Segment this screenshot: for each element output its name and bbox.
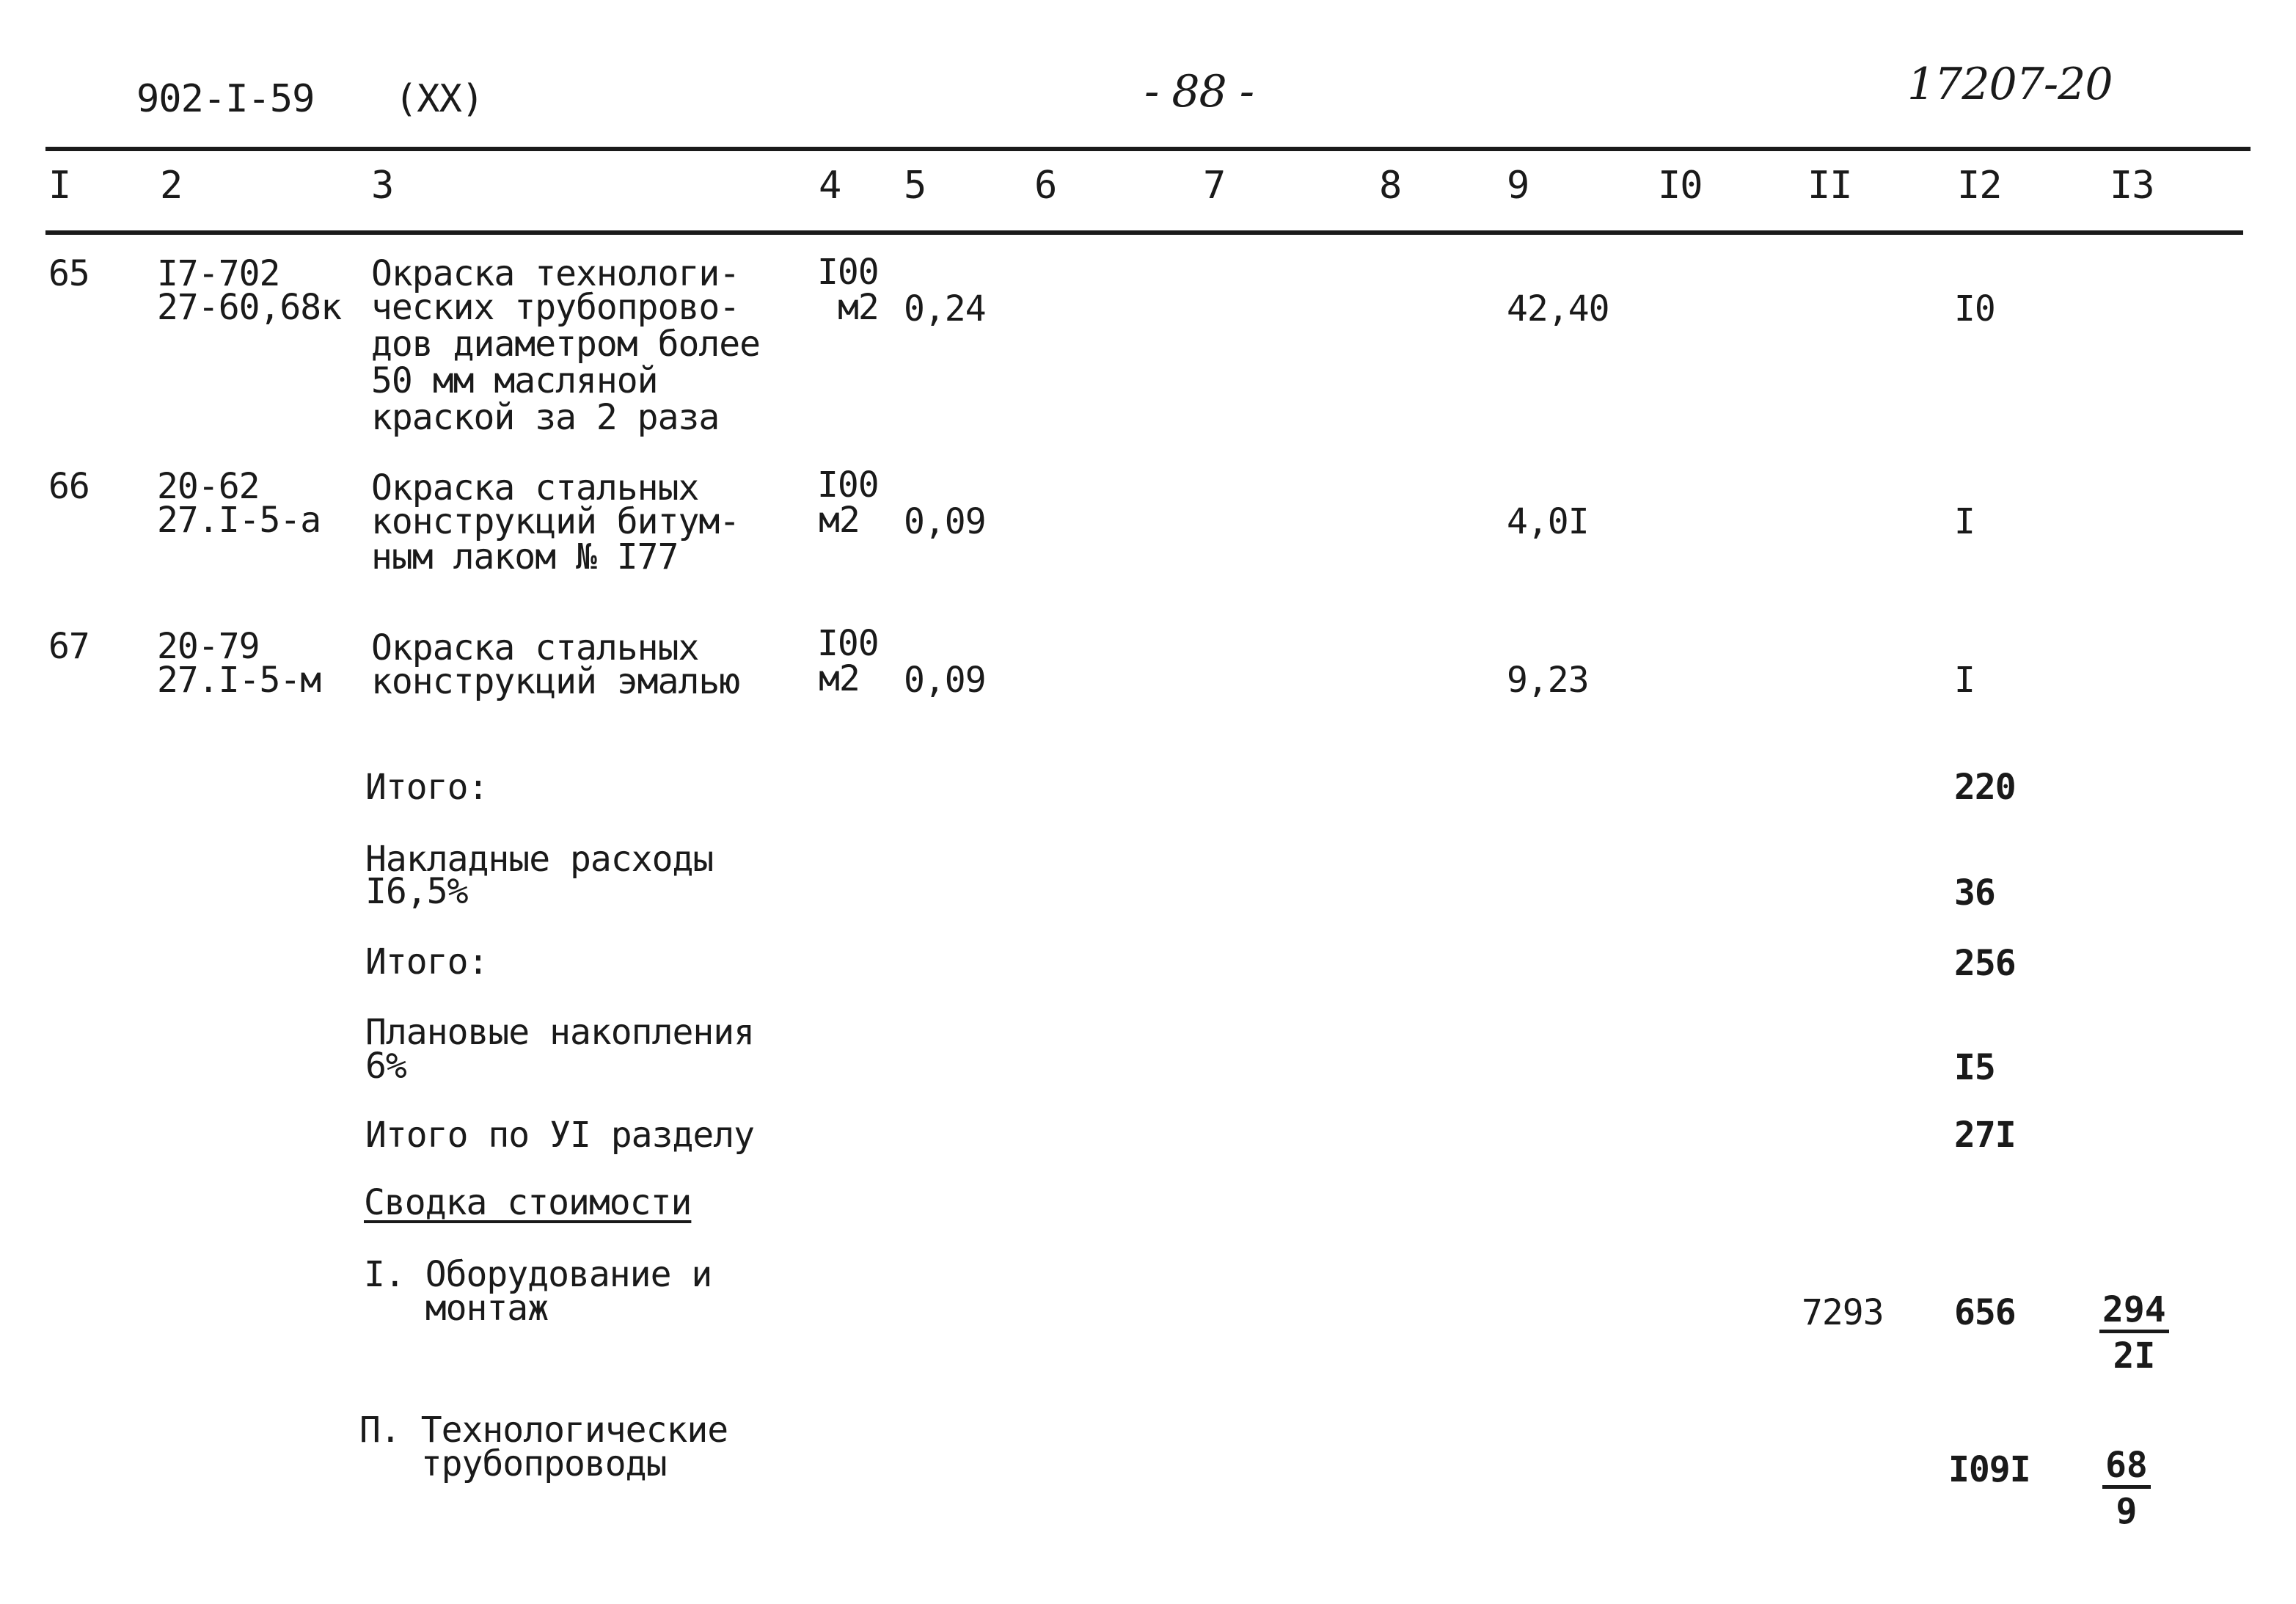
unit-price: 9,23: [1507, 660, 1589, 701]
summary-label: I6,5%: [365, 871, 468, 912]
summary-label: Итого:: [365, 767, 489, 808]
norm-code: 20-79: [157, 626, 260, 667]
summary-value: 27I: [1954, 1115, 2016, 1156]
work-description: дов диаметром более: [371, 324, 761, 365]
unit-of-measure: I00: [817, 464, 879, 506]
total-cost: I0: [1954, 288, 1995, 329]
summary-label: Плановые накопления: [365, 1012, 755, 1053]
quantity: 0,09: [904, 660, 986, 701]
work-description: ным лаком № I77: [371, 536, 679, 577]
cost-item-col12: I09I: [1948, 1449, 2030, 1490]
column-header: II: [1807, 164, 1852, 208]
summary-value: 36: [1954, 872, 1995, 914]
unit-price: 4,0I: [1507, 501, 1589, 542]
norm-code: 20-62: [157, 466, 260, 507]
work-description: ческих трубопрово-: [371, 287, 740, 328]
total-cost: I: [1954, 660, 1975, 701]
quantity: 0,09: [904, 501, 986, 542]
total-cost: I: [1954, 501, 1975, 542]
document-code: 902-I-59: [136, 77, 315, 121]
column-header: 4: [819, 164, 841, 208]
summary-value: I5: [1954, 1047, 1995, 1088]
handwritten-stamp-number: 17207-20: [1907, 59, 2113, 110]
cost-item-col11: 7293: [1802, 1292, 1884, 1333]
norm-code: 27.I-5-а: [157, 500, 321, 541]
column-header: I2: [1957, 164, 2002, 208]
work-description: Окраска стальных: [371, 627, 699, 668]
row-number: 67: [48, 626, 89, 667]
norm-code: 27.I-5-м: [157, 660, 321, 701]
unit-of-measure: I00: [817, 252, 879, 293]
summary-value: 220: [1954, 767, 2016, 808]
cost-item-col13-fraction: [2099, 1289, 2169, 1377]
cost-item-col12: 656: [1954, 1292, 2016, 1333]
column-header: I0: [1658, 164, 1703, 208]
work-description: конструкций битум-: [371, 501, 740, 542]
summary-label: Итого по УI разделу: [365, 1115, 755, 1156]
work-description: конструкций эмалью: [371, 661, 740, 702]
column-header: 9: [1507, 164, 1529, 208]
column-header: 6: [1034, 164, 1057, 208]
cost-item-label: I. Оборудование и: [364, 1254, 712, 1295]
fraction-denominator: 9: [2116, 1491, 2138, 1532]
cost-summary-heading: Сводка стоимости: [364, 1182, 692, 1223]
work-description: краской за 2 раза: [371, 397, 720, 438]
work-description: Окраска стальных: [371, 467, 699, 508]
cost-item-col13-fraction: [2102, 1447, 2151, 1530]
header-bottom-rule: [45, 230, 2243, 235]
row-number: 65: [48, 253, 89, 294]
unit-of-measure: м2: [819, 500, 860, 541]
unit-of-measure: м2: [819, 658, 860, 699]
column-header: 3: [371, 164, 394, 208]
cost-item-label: П. Технологические: [359, 1410, 728, 1451]
summary-label: Накладные расходы: [365, 839, 714, 880]
summary-label: 6%: [365, 1046, 406, 1087]
unit-of-measure: I00: [817, 623, 879, 664]
column-header: I3: [2110, 164, 2154, 208]
summary-value: 256: [1954, 943, 2016, 984]
norm-code: 27-60,68к: [157, 287, 342, 328]
column-header: 2: [160, 164, 183, 208]
column-header: I: [48, 164, 71, 208]
row-number: 66: [48, 466, 89, 507]
fraction-numerator: 68: [2102, 1447, 2151, 1489]
summary-label: Итого:: [365, 941, 489, 983]
unit-of-measure: м2: [838, 287, 879, 328]
column-header: 8: [1379, 164, 1402, 208]
page-number: - 88 -: [1144, 66, 1254, 117]
column-header: 5: [904, 164, 926, 208]
cost-item-label: монтаж: [364, 1288, 549, 1329]
fraction-numerator: 294: [2099, 1291, 2169, 1333]
column-header: 7: [1203, 164, 1226, 208]
volume-label: (XX): [395, 77, 484, 121]
quantity: 0,24: [904, 288, 986, 329]
unit-price: 42,40: [1507, 288, 1609, 329]
work-description: 50 мм масляной: [371, 360, 658, 401]
cost-item-label: трубопроводы: [359, 1443, 667, 1484]
norm-code: I7-702: [157, 253, 280, 294]
work-description: Окраска технологи-: [371, 253, 740, 294]
fraction-denominator: 2I: [2113, 1335, 2156, 1377]
header-top-rule: [45, 147, 2251, 151]
